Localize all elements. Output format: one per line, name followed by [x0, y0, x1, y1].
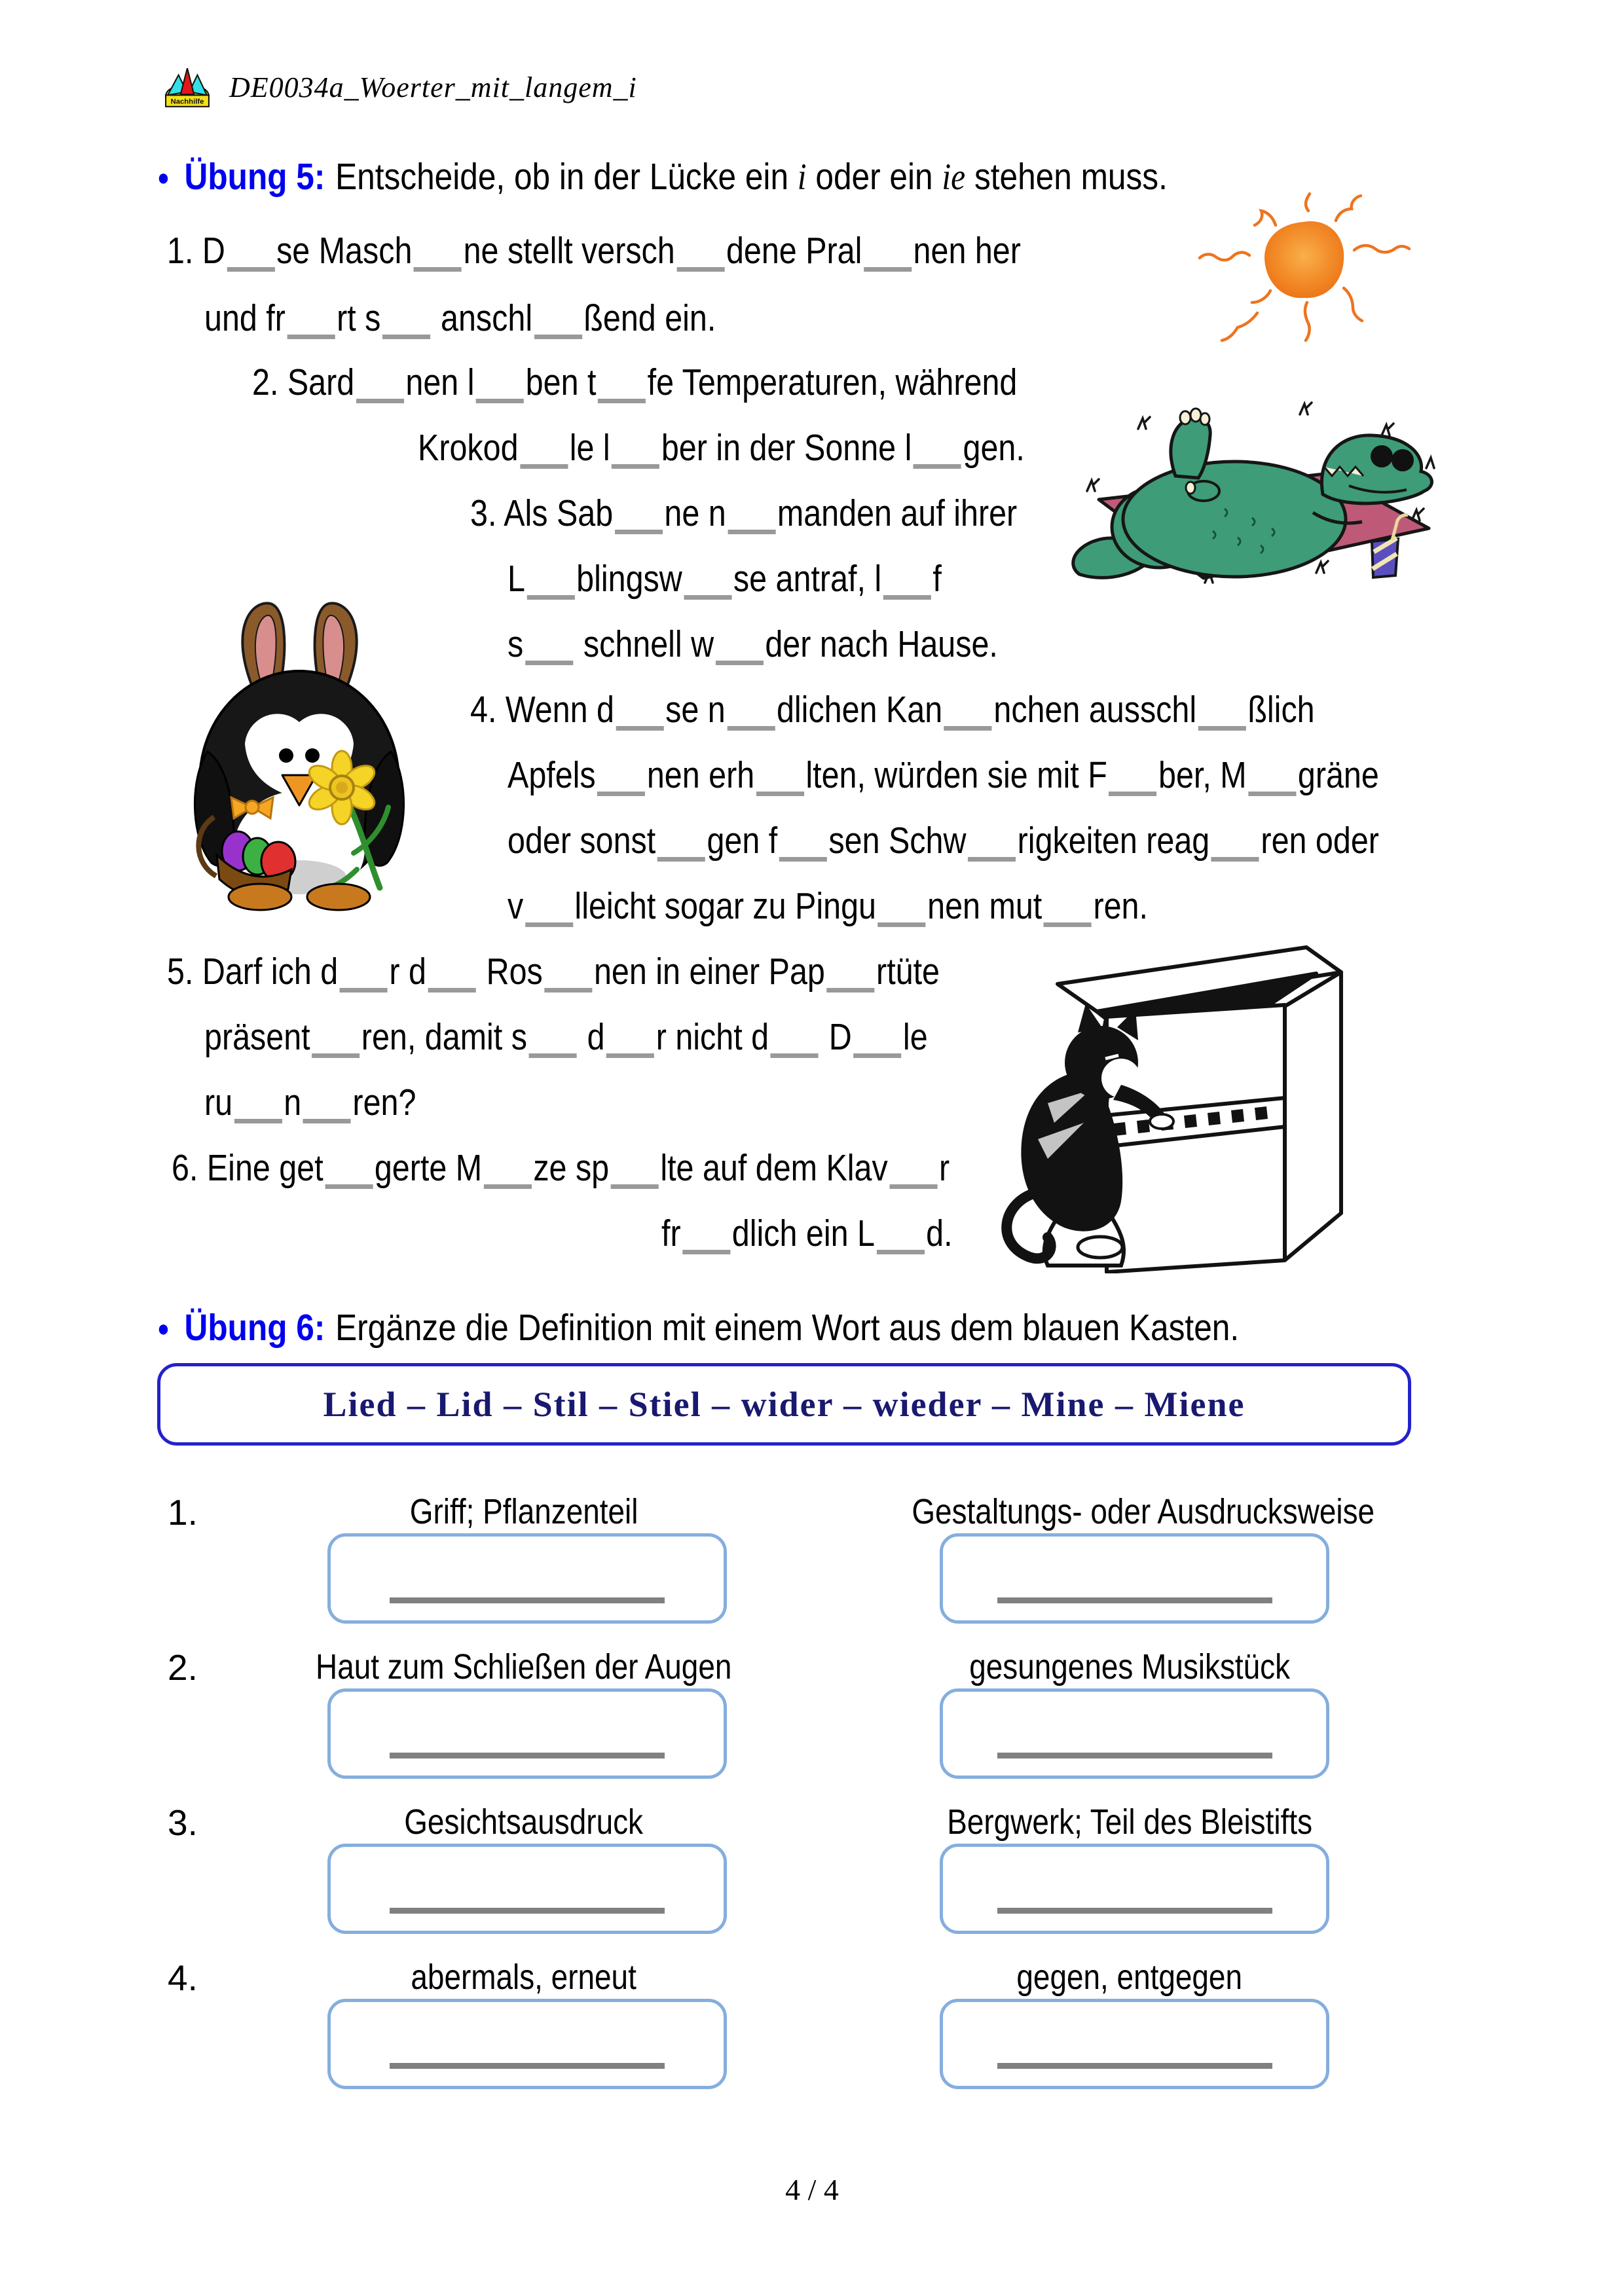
logo-text: Nachhilfe	[170, 98, 204, 106]
fill-in-gap	[382, 335, 430, 339]
exercise5-heading	[157, 158, 1168, 196]
answer-write-line	[390, 1753, 665, 1758]
fill-in-gap	[1109, 792, 1156, 796]
fill-in-gap	[684, 595, 731, 600]
fill-in-gap	[657, 857, 705, 862]
definition-number-text: 4.	[168, 1958, 198, 1998]
exercise5-label: Übung 5:	[184, 156, 325, 198]
fill-in-gap	[528, 1053, 576, 1058]
exercise5-instruction	[335, 158, 1168, 196]
fill-in-gap	[913, 464, 961, 469]
answer-write-line	[997, 1908, 1272, 1914]
fill-in-gap	[312, 1053, 360, 1058]
fill-in-gap	[544, 988, 592, 993]
answer-write-line	[390, 1908, 665, 1914]
fill-in-gap	[598, 399, 646, 403]
fill-in-gap	[1211, 857, 1259, 862]
fill-in-gap	[287, 335, 335, 339]
answer-box-left	[327, 1533, 727, 1624]
exercise5-line: Apfels nen erh lten, würden sie mit F ber, M gräne	[507, 754, 1379, 796]
answer-write-line	[997, 1753, 1272, 1758]
definition-row	[0, 1630, 1624, 1785]
definition-number-text: 3.	[168, 1802, 198, 1843]
exercise5-line: 6. Eine get gerte M ze sp lte auf dem Klav r	[172, 1147, 950, 1189]
answer-write-line	[997, 1597, 1272, 1603]
definition-row	[0, 1785, 1624, 1940]
definition-left-label-text: Gesichtsausdruck	[404, 1802, 644, 1842]
answer-box-left	[327, 1844, 727, 1934]
definition-left-label	[275, 1802, 773, 1842]
fill-in-gap	[1198, 726, 1246, 731]
exercise5-line: oder sonst gen f sen Schw rigkeiten reag ren oder	[507, 820, 1379, 862]
fill-in-gap	[771, 1053, 819, 1058]
fill-in-gap	[476, 399, 524, 403]
fill-in-gap	[227, 267, 274, 272]
exercise5-line: und fr rt s anschl ßend ein.	[204, 297, 716, 339]
exercise5-line: 3. Als Sab ne n manden auf ihrer	[470, 492, 1018, 534]
fill-in-gap	[325, 1184, 373, 1189]
definition-right-label	[871, 1957, 1388, 1997]
definition-right-label-text: Gestaltungs- oder Ausdrucksweise	[912, 1492, 1375, 1531]
fill-in-gap	[779, 857, 827, 862]
document-title: DE0034a_Woerter_mit_langem_i	[229, 71, 637, 103]
fill-in-gap	[525, 922, 573, 927]
fill-in-gap	[525, 661, 573, 665]
fill-in-gap	[878, 922, 926, 927]
fill-in-gap	[826, 988, 874, 993]
fill-in-gap	[1248, 792, 1296, 796]
instruction-segment: stehen muss.	[965, 156, 1168, 198]
definition-left-label	[275, 1647, 773, 1687]
answer-box-left	[327, 1688, 727, 1779]
instruction-segment: Entscheide, ob in der Lücke ein	[335, 156, 798, 198]
fill-in-gap	[616, 726, 664, 731]
crocodile-illustration	[1041, 357, 1441, 592]
answer-write-line	[390, 1597, 665, 1603]
definition-number	[168, 1802, 198, 1844]
fill-in-gap	[484, 1184, 532, 1189]
definition-number	[168, 1647, 198, 1688]
exercise6-heading	[157, 1309, 1239, 1347]
answer-box-right	[940, 1844, 1329, 1934]
definition-right-label-text: gesungenes Musikstück	[969, 1647, 1290, 1686]
definition-left-label	[275, 1957, 773, 1997]
fill-in-gap	[414, 267, 462, 272]
definition-left-label-text: Haut zum Schließen der Augen	[316, 1647, 732, 1686]
exercise5-line: 5. Darf ich d r d Ros nen in einer Pap rtüte	[167, 951, 940, 993]
fill-in-gap	[756, 792, 804, 796]
bullet-icon: ●	[157, 163, 170, 191]
exercise6-label: Übung 6:	[184, 1307, 325, 1349]
bullet-icon: ●	[157, 1314, 170, 1341]
instruction-segment: i	[797, 156, 807, 198]
fill-in-gap	[864, 267, 912, 272]
definition-number-text: 2.	[168, 1647, 198, 1688]
definition-left-label-text: abermals, erneut	[411, 1958, 637, 1997]
fill-in-gap	[526, 595, 574, 600]
fill-in-gap	[944, 726, 992, 731]
fill-in-gap	[534, 335, 582, 339]
definition-right-label	[871, 1647, 1388, 1687]
fill-in-gap	[682, 1250, 730, 1254]
definition-right-label-text: gegen, entgegen	[1016, 1958, 1243, 1997]
fill-in-gap	[597, 792, 645, 796]
definition-number-text: 1.	[168, 1492, 198, 1533]
exercise5-line: fr dlich ein L d.	[661, 1212, 953, 1254]
fill-in-gap	[615, 530, 663, 534]
fill-in-gap	[303, 1119, 351, 1123]
definition-left-label	[275, 1491, 773, 1532]
answer-box-right	[940, 1533, 1329, 1624]
fill-in-gap	[428, 988, 476, 993]
cat-piano-illustration	[950, 907, 1349, 1273]
exercise5-line: 1. D se Masch ne stellt versch dene Pral nen her	[167, 230, 1021, 272]
fill-in-gap	[883, 595, 931, 600]
fill-in-gap	[234, 1119, 282, 1123]
fill-in-gap	[520, 464, 568, 469]
answer-box-right	[940, 1688, 1329, 1779]
fill-in-gap	[716, 661, 764, 665]
definition-number	[168, 1957, 198, 1999]
fill-in-gap	[853, 1053, 901, 1058]
fill-in-gap	[968, 857, 1016, 862]
fill-in-gap	[612, 464, 659, 469]
exercise5-line: s schnell w der nach Hause.	[507, 623, 998, 665]
definition-right-label	[871, 1491, 1388, 1532]
fill-in-gap	[727, 726, 775, 731]
answer-box-left	[327, 1999, 727, 2089]
exercise5-line: L blingsw se antraf, l f	[507, 558, 942, 600]
fill-in-gap	[877, 1250, 925, 1254]
instruction-segment: oder ein	[806, 156, 942, 198]
definition-right-label	[871, 1802, 1388, 1842]
answer-box-right	[940, 1999, 1329, 2089]
fill-in-gap	[606, 1053, 654, 1058]
answer-write-line	[390, 2063, 665, 2069]
exercise5-line: 2. Sard nen l ben t fe Temperaturen, während	[252, 361, 1018, 403]
fill-in-gap	[340, 988, 388, 993]
fill-in-gap	[728, 530, 775, 534]
exercise5-line: 4. Wenn d se n dlichen Kan nchen ausschl ßlich	[470, 689, 1315, 731]
instruction-segment: ie	[942, 156, 966, 198]
exercise5-line: Krokod le l ber in der Sonne l gen.	[418, 427, 1025, 469]
exercise5-line: v lleicht sogar zu Pingu nen mut ren.	[507, 885, 1148, 927]
word-box-words: Lied – Lid – Stil – Stiel – wider – wieder – Mine – Miene	[323, 1385, 1246, 1424]
definition-right-label-text: Bergwerk; Teil des Bleistifts	[947, 1802, 1312, 1842]
fill-in-gap	[611, 1184, 659, 1189]
exercise5-line: präsent ren, damit s d r nicht d D le	[204, 1016, 928, 1058]
sun-illustration	[1179, 185, 1428, 355]
exercise5-line: ru n ren?	[204, 1082, 416, 1123]
fill-in-gap	[356, 399, 404, 403]
exercise6-instruction: Ergänze die Definition mit einem Wort aus dem blauen Kasten.	[335, 1307, 1240, 1349]
fill-in-gap	[676, 267, 724, 272]
definition-number	[168, 1491, 198, 1533]
penguin-bunny-illustration	[154, 581, 445, 912]
word-box	[157, 1363, 1411, 1446]
answer-write-line	[997, 2063, 1272, 2069]
definition-row	[0, 1940, 1624, 2095]
definition-row	[0, 1474, 1624, 1630]
fill-in-gap	[889, 1184, 937, 1189]
nachhilfe-logo	[164, 64, 211, 110]
definition-left-label-text: Griff; Pflanzenteil	[409, 1492, 638, 1531]
page-number: 4 / 4	[785, 2173, 839, 2206]
